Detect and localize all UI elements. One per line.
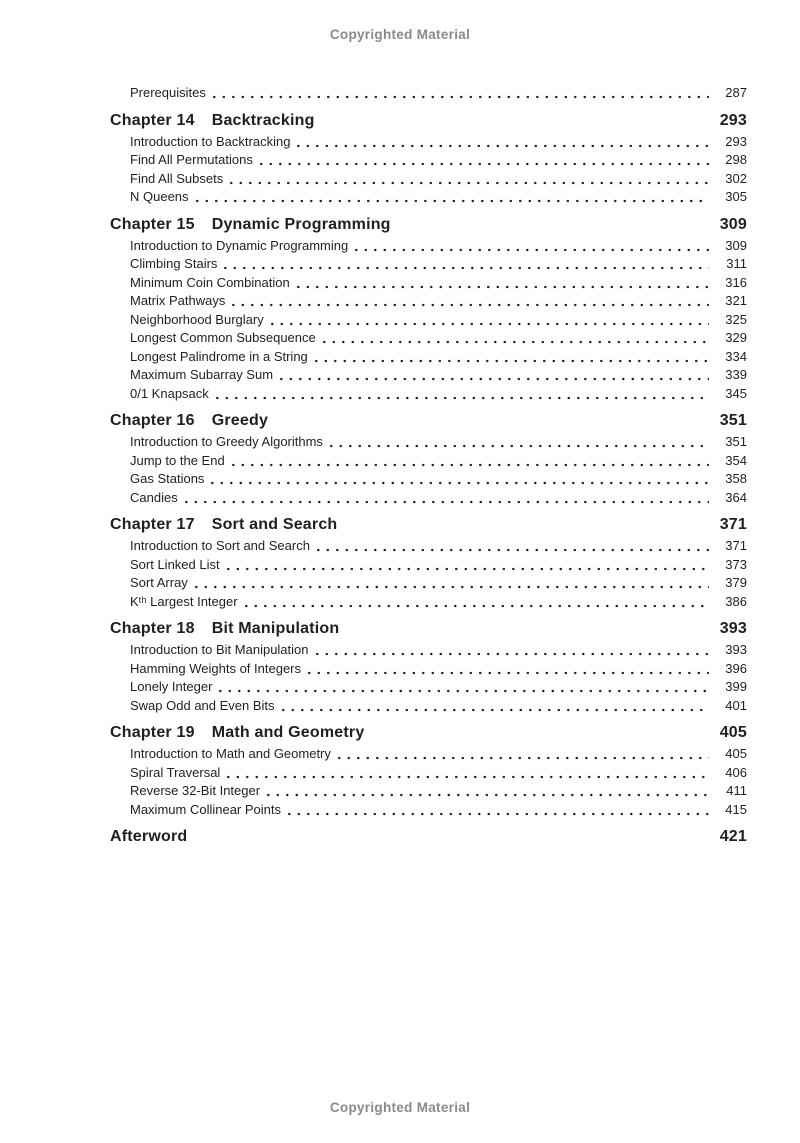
toc-entry[interactable] <box>130 641 747 660</box>
toc-entry-title: Hamming Weights of Integers <box>130 660 301 676</box>
toc-chapter-title: Math and Geometry <box>211 724 365 741</box>
dot-leader <box>355 248 709 252</box>
toc-entry-title: Introduction to Dynamic Programming <box>130 237 349 253</box>
toc-chapter-heading[interactable] <box>110 721 747 745</box>
toc-chapter-heading[interactable] <box>110 109 747 133</box>
dot-leader <box>216 396 709 400</box>
toc-entry-title: Climbing Stairs <box>130 256 218 271</box>
toc-entry[interactable] <box>130 151 747 170</box>
toc-entry-title: Sort Array <box>130 575 188 590</box>
toc-entry-title: Candies <box>130 489 178 505</box>
toc-entry-page-number: 354 <box>725 452 747 468</box>
toc-entry-page-number: 406 <box>725 764 747 780</box>
toc-entry-page-number: 371 <box>725 538 747 553</box>
dot-leader <box>338 756 709 760</box>
toc-entry[interactable] <box>130 255 747 274</box>
toc-entry-title: Longest Palindrome in a String <box>130 348 308 364</box>
toc-entry-page-number: 305 <box>725 189 747 204</box>
toc-chapter-entries <box>110 433 747 507</box>
toc-chapter-heading[interactable] <box>110 513 747 537</box>
toc-entry-title: Longest Common Subsequence <box>130 330 316 345</box>
toc-entry-title: N Queens <box>130 189 189 204</box>
dot-leader <box>245 604 709 608</box>
toc-chapter-title: Afterword <box>110 828 188 845</box>
toc-chapter-page-number: 351 <box>719 412 747 429</box>
toc-entry[interactable] <box>130 678 747 697</box>
toc-entry-title: Introduction to Math and Geometry <box>130 746 331 761</box>
dot-leader <box>316 652 710 656</box>
toc-chapter-label: Chapter 19 <box>110 724 195 741</box>
toc-entry-page-number: 386 <box>725 593 747 609</box>
toc-entry-page-number: 411 <box>726 783 747 798</box>
toc-entry[interactable] <box>130 188 747 207</box>
dot-leader <box>315 359 709 363</box>
dot-leader <box>227 567 709 571</box>
toc-chapter-entries <box>110 745 747 819</box>
toc-chapter-title: Backtracking <box>211 111 315 129</box>
toc-chapter-label: Chapter 16 <box>110 412 195 429</box>
toc-entry[interactable] <box>130 133 747 152</box>
toc-entry[interactable] <box>130 366 747 385</box>
toc-entry-title: Find All Permutations <box>130 152 253 167</box>
toc-chapter-entries <box>110 237 747 404</box>
toc-entry-title: 0/1 Knapsack <box>130 385 209 401</box>
toc-entry[interactable] <box>130 660 747 679</box>
toc-entry-title: Introduction to Backtracking <box>130 133 291 149</box>
toc-entry-page-number: 396 <box>725 660 747 676</box>
toc-entry-title: Swap Odd and Even Bits <box>130 697 275 713</box>
toc-chapter-title: Greedy <box>211 412 269 429</box>
copyright-banner-bottom: Copyrighted Material <box>329 1100 471 1115</box>
toc-entry-page-number: 373 <box>725 556 747 572</box>
toc-chapter-block <box>110 409 747 507</box>
dot-leader <box>297 285 709 289</box>
dot-leader <box>288 812 709 816</box>
toc-entry-page-number: 287 <box>725 85 747 100</box>
toc-entry-page-number: 321 <box>725 293 747 308</box>
toc-entry-page-number: 415 <box>725 801 747 817</box>
toc-entry[interactable] <box>130 593 747 612</box>
toc-chapter-label: Chapter 18 <box>110 620 195 637</box>
toc-entry[interactable] <box>130 556 747 575</box>
toc-entry-title: Introduction to Sort and Search <box>130 538 310 553</box>
dot-leader <box>232 463 709 467</box>
toc-chapter-page-number: 405 <box>719 724 747 741</box>
toc-chapter-page-number: 421 <box>719 828 747 845</box>
toc-chapter-title: Bit Manipulation <box>211 620 340 637</box>
toc-entry-title: Introduction to Bit Manipulation <box>130 642 309 657</box>
dot-leader <box>330 444 709 448</box>
dot-leader <box>267 793 709 797</box>
toc-entry[interactable] <box>130 329 747 348</box>
toc-entry-title: Find All Subsets <box>130 170 224 186</box>
toc-entry[interactable] <box>130 348 747 367</box>
toc-entry[interactable] <box>130 311 747 330</box>
toc-entry-title: Jump to the End <box>130 452 225 468</box>
dot-leader <box>224 266 709 270</box>
dot-leader <box>308 671 709 675</box>
toc-entry-title: Introduction to Greedy Algorithms <box>130 434 323 449</box>
toc-entry[interactable] <box>130 697 747 716</box>
toc-entry[interactable] <box>130 170 747 189</box>
toc-entry-page-number: 393 <box>725 642 747 657</box>
toc-entry-page-number: 364 <box>725 489 747 505</box>
toc-entry-title: Sort Linked List <box>130 556 220 572</box>
toc-entry[interactable] <box>130 385 747 404</box>
toc-entry-page-number: 405 <box>725 746 747 761</box>
toc-chapter-heading[interactable] <box>110 213 747 237</box>
dot-leader <box>232 303 709 307</box>
toc-chapter-block <box>110 513 747 611</box>
dot-leader <box>211 481 709 485</box>
dot-leader <box>219 689 709 693</box>
toc-entry-page-number: 316 <box>725 274 747 290</box>
toc-entry[interactable] <box>130 574 747 593</box>
toc-entry[interactable] <box>130 537 747 556</box>
toc-entry-title: Matrix Pathways <box>130 293 226 308</box>
toc-entry-page-number: 345 <box>725 385 747 401</box>
dot-leader <box>227 775 709 779</box>
toc-chapter-heading[interactable] <box>110 617 747 641</box>
dot-leader <box>271 322 709 326</box>
toc-entry[interactable] <box>130 452 747 471</box>
toc-chapter-heading[interactable] <box>110 409 747 433</box>
toc-entry[interactable] <box>130 84 747 103</box>
toc-entry-page-number: 351 <box>725 434 747 449</box>
dot-leader <box>185 500 709 504</box>
dot-leader <box>260 162 709 166</box>
toc-entry-title: Neighborhood Burglary <box>130 311 264 327</box>
toc-entry[interactable] <box>130 764 747 783</box>
dot-leader <box>196 199 709 203</box>
toc-entry[interactable] <box>130 801 747 820</box>
dot-leader <box>280 377 709 381</box>
toc-entry-page-number: 401 <box>725 697 747 713</box>
toc-entry-page-number: 339 <box>725 367 747 382</box>
dot-leader <box>282 708 709 712</box>
toc-entry[interactable] <box>130 470 747 489</box>
toc-chapter-heading[interactable] <box>110 825 747 849</box>
toc-entry-page-number: 311 <box>726 256 747 271</box>
toc-entry[interactable] <box>130 782 747 801</box>
dot-leader <box>213 95 709 99</box>
toc-entry[interactable] <box>130 292 747 311</box>
copyright-banner-top: Copyrighted Material <box>329 27 471 42</box>
toc-entry-page-number: 379 <box>725 575 747 590</box>
toc-chapter-label: Chapter 17 <box>110 516 195 533</box>
toc-entry[interactable] <box>130 489 747 508</box>
toc-entry-page-number: 358 <box>725 471 747 486</box>
toc-entry-page-number: 329 <box>725 330 747 345</box>
toc-chapter-page-number: 393 <box>719 620 747 637</box>
toc-entry-page-number: 399 <box>725 679 747 694</box>
toc-entry-page-number: 302 <box>725 170 747 186</box>
toc-chapter-page-number: 371 <box>719 516 747 533</box>
toc-entry-title: Gas Stations <box>130 471 205 486</box>
toc-entry[interactable] <box>130 745 747 764</box>
toc-chapter-entries <box>110 537 747 611</box>
toc-chapter-title: Sort and Search <box>211 516 338 533</box>
toc-entry[interactable] <box>130 274 747 293</box>
dot-leader <box>195 585 709 589</box>
toc-entry[interactable] <box>130 433 747 452</box>
toc-chapter-title: Dynamic Programming <box>211 215 391 233</box>
dot-leader <box>230 181 709 185</box>
toc-chapter-page-number: 309 <box>719 215 747 233</box>
toc-entry-title: Maximum Subarray Sum <box>130 367 274 382</box>
toc-chapter-entries <box>110 133 747 207</box>
dot-leader <box>317 548 709 552</box>
toc-entry-page-number: 325 <box>725 311 747 327</box>
toc-entry-title: Lonely Integer <box>130 679 213 694</box>
dot-leader <box>297 144 709 148</box>
toc-chapter-block <box>110 213 747 404</box>
toc-entry-title: Kᵗʰ Largest Integer <box>130 593 238 609</box>
toc-chapter-label: Chapter 15 <box>110 215 195 233</box>
toc-chapter-block <box>110 109 747 207</box>
toc-chapter-block <box>110 825 747 849</box>
toc-chapter-block <box>110 617 747 715</box>
table-of-contents <box>0 84 800 849</box>
toc-entry[interactable] <box>130 237 747 256</box>
toc-chapter-page-number: 293 <box>719 111 747 129</box>
toc-entry-page-number: 298 <box>725 152 747 167</box>
toc-entry-page-number: 309 <box>725 237 747 253</box>
toc-chapter-entries <box>110 641 747 715</box>
toc-entry-title: Minimum Coin Combination <box>130 274 290 290</box>
dot-leader <box>323 340 709 344</box>
toc-entry-title: Reverse 32-Bit Integer <box>130 783 261 798</box>
toc-entry-title: Maximum Collinear Points <box>130 801 281 817</box>
toc-chapter-label: Chapter 14 <box>110 111 195 129</box>
toc-entry-page-number: 293 <box>725 133 747 149</box>
toc-chapter-block <box>110 721 747 819</box>
toc-entry-title: Prerequisites <box>130 85 206 100</box>
toc-entry-title: Spiral Traversal <box>130 764 221 780</box>
toc-entry-page-number: 334 <box>725 348 747 364</box>
